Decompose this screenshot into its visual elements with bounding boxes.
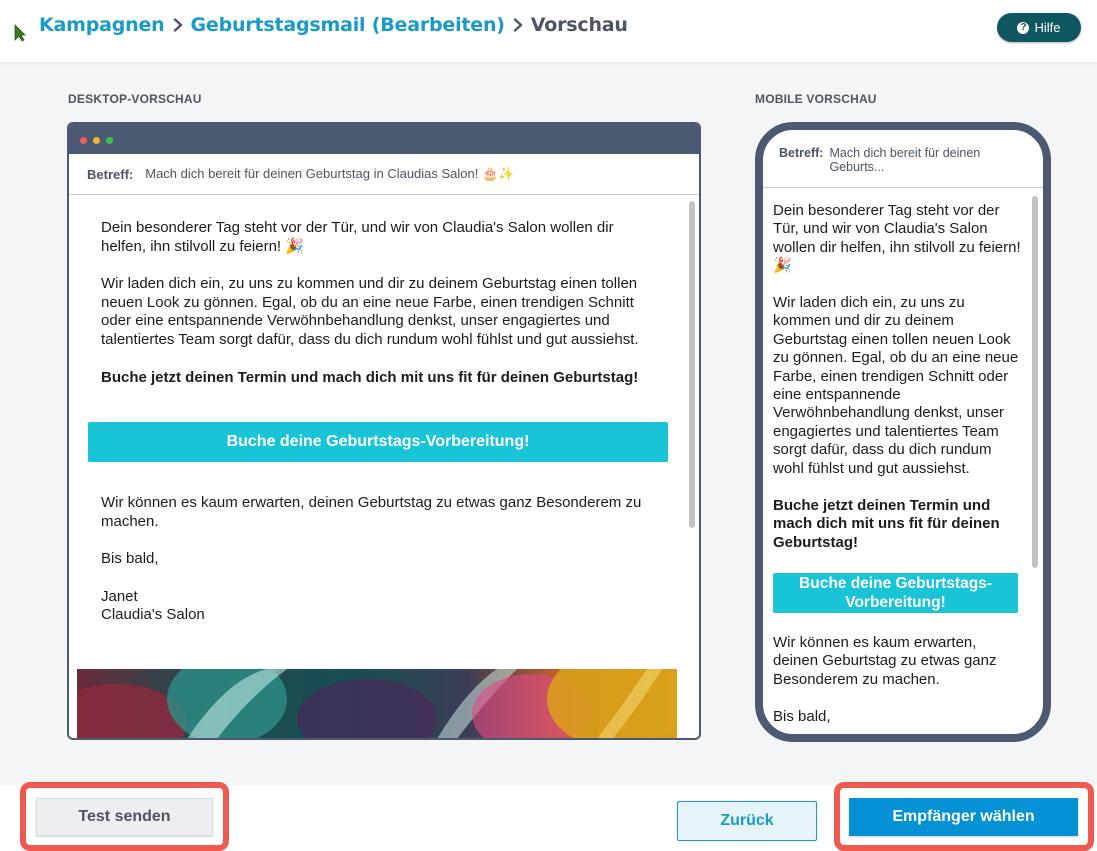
mobile-preview-label: MOBILE VORSCHAU <box>755 92 877 106</box>
test-send-button[interactable]: Test senden <box>36 798 213 836</box>
cta-button[interactable]: Buche deine Geburtstags-Vorbereitung! <box>88 422 668 462</box>
question-circle-icon: ? <box>1017 22 1029 34</box>
back-button[interactable]: Zurück <box>677 801 817 841</box>
mobile-cta-button[interactable]: Buche deine Geburtstags-Vorbereitung! <box>773 573 1018 613</box>
mobile-email-intro: Dein besonderer Tag steht vor der Tür, und wir von Claudia's Salon wollen dir helfen, ihn stilvoll zu feiern! 🎉 <box>773 202 1021 275</box>
desktop-subject-label: Betreff: <box>87 166 134 182</box>
window-titlebar <box>69 124 699 154</box>
desktop-scrollbar[interactable] <box>689 201 695 528</box>
mobile-email-closing: Wir können es kaum erwarten, deinen Geburtstag zu etwas ganz Besonderem zu machen. <box>773 634 997 688</box>
mobile-email-greeting: Bis bald, <box>773 708 831 725</box>
breadcrumb-kampagnen[interactable]: Kampagnen <box>39 14 165 36</box>
mobile-email-body: Wir laden dich ein, zu uns zu kommen und dir zu deinem Geburtstag einen tollen neuen Look zu gönnen. Egal, ob du an eine neue Farbe, einen trendigen Schnitt oder eine entspannende Verwöhnbehandlung denkst, unser engagiertes und talentiertes Team sorgt dafür, dass du dich rundum wohl fühlst und gut aussiehst. <box>773 294 1019 477</box>
mobile-email-body[interactable] <box>763 188 1043 742</box>
chevron-right-icon <box>173 18 183 32</box>
birthday-balloons-image <box>77 669 677 739</box>
choose-recipients-button[interactable]: Empfänger wählen <box>849 798 1078 836</box>
mobile-subject-text: Mach dich bereit für deinen Geburts... <box>829 146 981 174</box>
breadcrumb-geburtstagsmail[interactable]: Geburtstagsmail (Bearbeiten) <box>190 14 505 36</box>
window-maximize-dot <box>106 137 113 144</box>
desktop-subject-text: Mach dich bereit für deinen Geburtstag in Claudias Salon! 🎂✨ <box>145 166 515 181</box>
breadcrumb <box>39 14 628 36</box>
window-minimize-dot <box>93 137 100 144</box>
chevron-right-icon <box>513 18 523 32</box>
window-close-dot <box>80 137 87 144</box>
mobile-email-cta-text: Buche jetzt deinen Termin und mach dich mit uns fit für deinen Geburtstag! <box>773 497 1000 551</box>
mobile-subject-bar <box>763 130 1043 188</box>
breadcrumb-current: Vorschau <box>530 14 628 36</box>
email-greeting: Bis bald, <box>101 550 159 567</box>
help-button[interactable] <box>997 13 1081 42</box>
mobile-subject-label: Betreff: <box>779 146 824 160</box>
mouse-cursor-icon <box>14 24 26 42</box>
desktop-subject-bar <box>69 154 699 195</box>
top-header <box>0 0 1097 62</box>
email-closing: Wir können es kaum erwarten, deinen Geburtstag zu etwas ganz Besonderem zu machen. <box>101 494 642 530</box>
email-body: Wir laden dich ein, zu uns zu kommen und dir zu deinem Geburtstag einen tollen neuen Look zu gönnen. Egal, ob du an eine neue Farbe, einen trendigen Schnitt oder eine entspannende Verwöhnbehandlung denkst, unser engagiertes und talentiertes Team sorgt dafür, dass du dich rundum wohl fühlst und gut aussiehst. <box>101 275 639 348</box>
desktop-preview-frame <box>67 122 701 740</box>
mobile-preview-frame <box>755 122 1051 742</box>
email-signature-name: Janet <box>101 588 138 605</box>
email-signature-company: Claudia's Salon <box>101 606 205 623</box>
email-cta-text: Buche jetzt deinen Termin und mach dich mit uns fit für deinen Geburtstag! <box>101 369 639 386</box>
desktop-preview-label: DESKTOP-VORSCHAU <box>68 92 202 106</box>
help-label: Hilfe <box>1034 20 1061 35</box>
email-intro: Dein besonderer Tag steht vor der Tür, und wir von Claudia's Salon wollen dir helfen, ihn stilvoll zu feiern! 🎉 <box>101 219 614 255</box>
desktop-email-body[interactable] <box>69 195 699 740</box>
mobile-scrollbar[interactable] <box>1032 196 1038 568</box>
